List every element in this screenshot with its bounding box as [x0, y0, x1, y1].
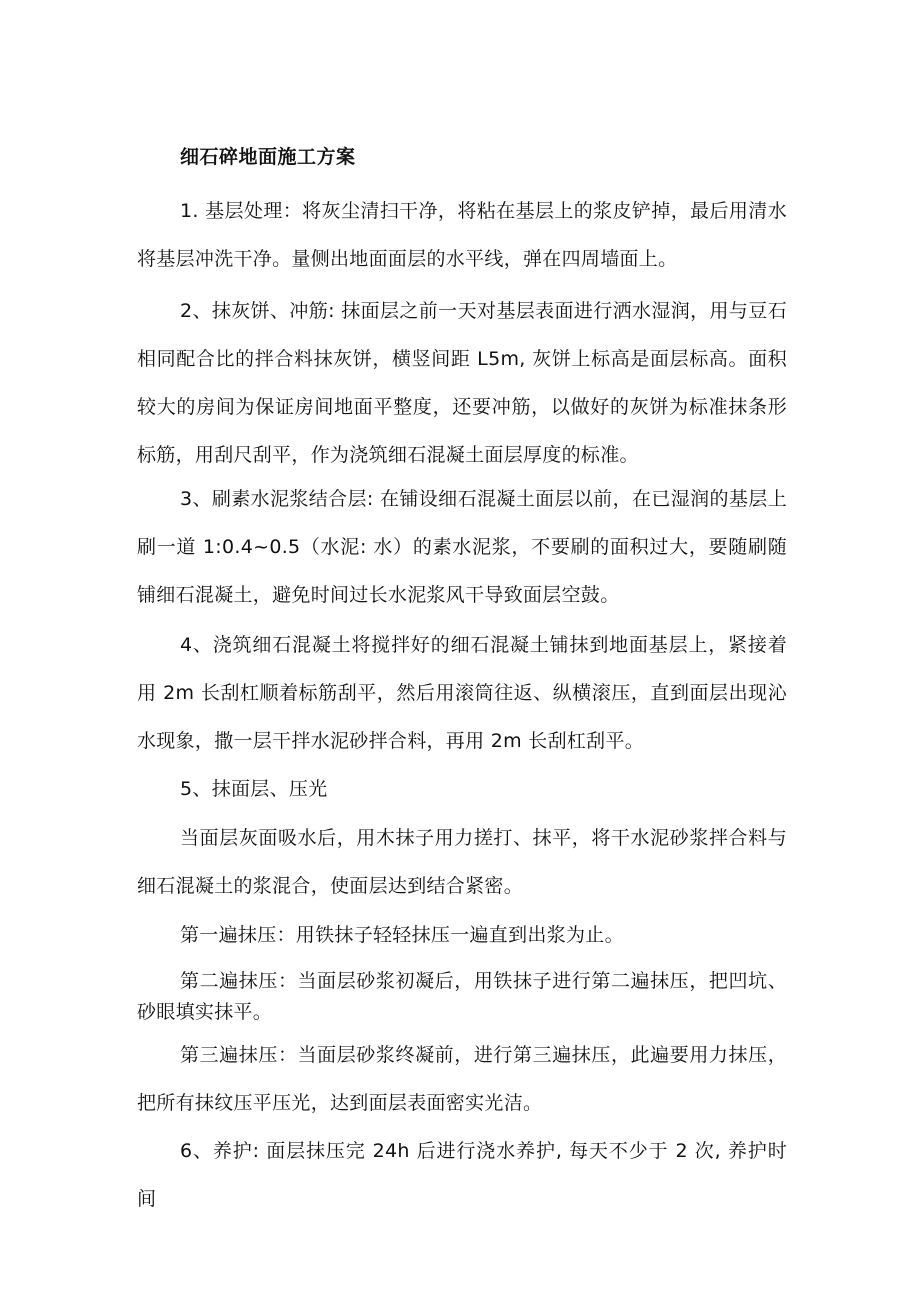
paragraph-6-curing: 6、养护: 面层抹压完 24h 后进行浇水养护, 每天不少于 2 次, 养护时间 — [137, 1140, 787, 1210]
paragraph-1-base-treatment: 1. 基层处理：将灰尘清扫干净，将粘在基层上的浆皮铲掉，最后用清水将基层冲洗干净。量侧出地面面层的水平线，弹在四周墙面上。 — [137, 200, 787, 270]
paragraph-3-cement-slurry: 3、刷素水泥浆结合层: 在铺设细石混凝土面层以前，在已湿润的基层上刷一道 1:0.4~0.5（水泥: 水）的素水泥浆，不要刷的面积过大，要随刷随铺细石混凝土，避免时间过长水泥浆风干导致面层空鼓。 — [137, 488, 787, 606]
paragraph-third-pass: 第三遍抹压：当面层砂浆终凝前，进行第三遍抹压，此遍要用力抹压，把所有抹纹压平压光，达到面层表面密实光洁。 — [137, 1044, 787, 1114]
paragraph-5-body: 当面层灰面吸水后，用木抹子用力搓打、抹平，将干水泥砂浆拌合料与细石混凝土的浆混合，使面层达到结合紧密。 — [137, 827, 787, 897]
document-title: 细石碎地面施工方案 — [180, 146, 356, 168]
paragraph-4-pouring: 4、浇筑细石混凝土将搅拌好的细石混凝土铺抹到地面基层上，紧接着用 2m 长刮杠顺着标筋刮平，然后用滚筒往返、纵横滚压，直到面层出现沁水现象，撒一层干拌水泥砂拌合料，再用 2m 长刮杠刮平。 — [137, 634, 787, 752]
paragraph-5-heading: 5、抹面层、压光 — [180, 778, 328, 800]
paragraph-2-leveling: 2、抹灰饼、冲筋: 抹面层之前一天对基层表面进行洒水湿润，用与豆石相同配合比的拌合料抹灰饼，横竖间距 L5m, 灰饼上标高是面层标高。面积较大的房间为保证房间地面平整度，还要冲筋，以做好的灰饼为标准抹条形标筋，用刮尺刮平，作为浇筑细石混凝土面层厚度的标准。 — [137, 300, 787, 466]
paragraph-second-pass: 第二遍抹压：当面层砂浆初凝后，用铁抹子进行第二遍抹压，把凹坑、砂眼填实抹平。 — [137, 970, 787, 1023]
paragraph-first-pass: 第一遍抹压：用铁抹子轻轻抹压一遍直到出浆为止。 — [180, 924, 624, 946]
